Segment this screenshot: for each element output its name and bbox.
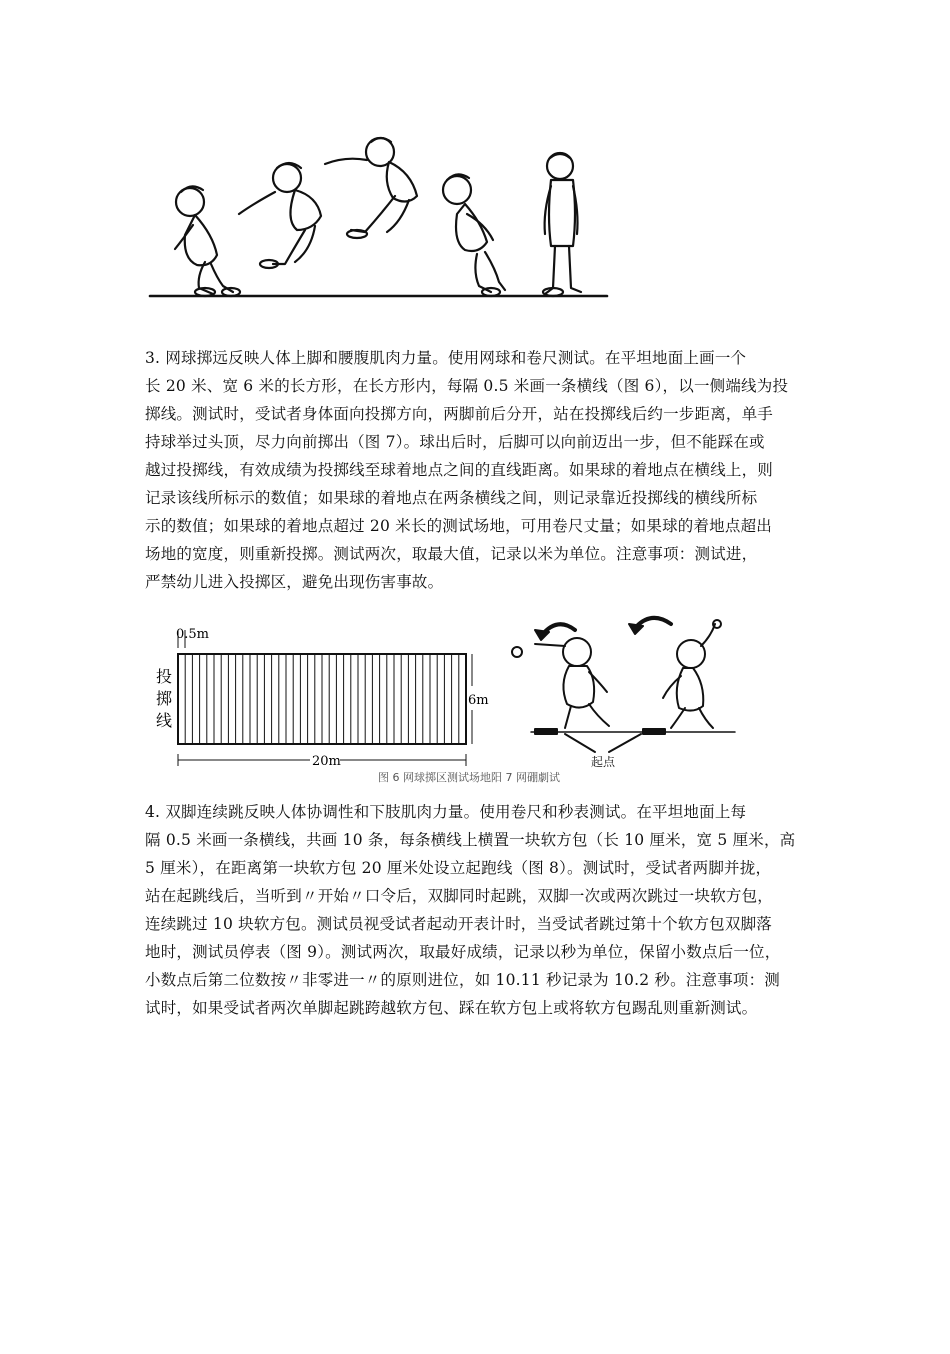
throwing-action-figure — [505, 612, 745, 772]
child-figure-landing — [443, 174, 505, 296]
text-line: 示的数值；如果球的着地点超过 20 米长的测试场地，可用卷尺丈量；如果球的着地点超出 — [145, 517, 772, 535]
child-figure-crouch — [175, 186, 240, 296]
text-line: 4. 双脚连续跳反映人体协调性和下肢肌肉力量。使用卷尺和秒表测试。在平坦地面上每 — [145, 803, 747, 821]
section-3-paragraph — [145, 344, 810, 596]
text-line: 场地的宽度，则重新投掷。测试两次，取最大值，记录以米为单位。注意事项：测试进， — [145, 545, 758, 563]
start-marker — [535, 729, 557, 734]
throw-line-label-3: 线 — [156, 711, 173, 730]
figure-caption: 图 6 网球掷区测试场地阳 7 网硼劇试 — [378, 771, 560, 784]
ball-icon — [512, 647, 522, 657]
child-figure-takeoff — [239, 163, 321, 268]
text-line: 3. 网球掷远反映人体上脚和腰腹肌肉力量。使用网球和卷尺测试。在平坦地面上画一个 — [145, 349, 747, 367]
text-line: 隔 0.5 米画一条横线，共画 10 条，每条横线上横置一块软方包（长 10 厘米，宽 5 厘米，高 — [145, 831, 796, 849]
text-line: 严禁幼儿进入投掷区，避免出现伤害事故。 — [145, 573, 444, 591]
length-label: 20m — [312, 754, 341, 769]
section-4-paragraph — [145, 798, 810, 1022]
jump-sequence-figure — [145, 130, 615, 305]
text-line: 持球举过头顶，尽力向前掷出（图 7）。球出后时，后脚可以向前迈出一步，但不能踩在或 — [145, 433, 765, 451]
text-line: 记录该线所标示的数值；如果球的着地点在两条横线之间，则记录靠近投掷线的横线所标 — [145, 489, 758, 507]
throw-line-label-1: 投 — [156, 667, 173, 686]
text-line: 小数点后第二位数按〃非零进一〃的原则进位，如 10.11 秒记录为 10.2 秒。注意事项：测 — [145, 971, 780, 989]
text-line: 连续跳过 10 块软方包。测试员视受试者起动开表计时，当受试者跳过第十个软方包双脚落 — [145, 915, 772, 933]
start-label: 起点 — [591, 755, 616, 769]
text-line: 地时，测试员停表（图 9）。测试两次，取最好成绩，记录以秒为单位，保留小数点后一位， — [145, 943, 781, 961]
text-line: 站在起跳线后，当听到〃开始〃口令后，双脚同时起跳，双脚一次或两次跳过一块软方包， — [145, 887, 774, 905]
interval-label: 0.5m — [176, 627, 210, 642]
text-line: 5 厘米），在距离第一块软方包 20 厘米处设立起跑线（图 8）。测试时，受试者两脚并拢， — [145, 859, 772, 877]
start-marker — [643, 729, 665, 734]
width-label: 6m — [468, 693, 489, 708]
throwing-field-diagram — [150, 620, 510, 770]
throw-line-label-2: 掷 — [156, 689, 173, 708]
text-line: 试时，如果受试者两次单脚起跳跨越软方包、踩在软方包上或将软方包踢乱则重新测试。 — [145, 999, 758, 1017]
text-line: 越过投掷线，有效成绩为投掷线至球着地点之间的直线距离。如果球的着地点在横线上，则 — [145, 461, 774, 479]
text-line: 长 20 米、宽 6 米的长方形，在长方形内，每隔 0.5 米画一条横线（图 6），以一侧端线为投 — [145, 377, 789, 395]
child-figure-standing — [543, 153, 581, 296]
child-figure-flight — [325, 138, 417, 238]
text-line: 掷线。测试时，受试者身体面向投掷方向，两脚前后分开，站在投掷线后约一步距离，单手 — [145, 405, 774, 423]
